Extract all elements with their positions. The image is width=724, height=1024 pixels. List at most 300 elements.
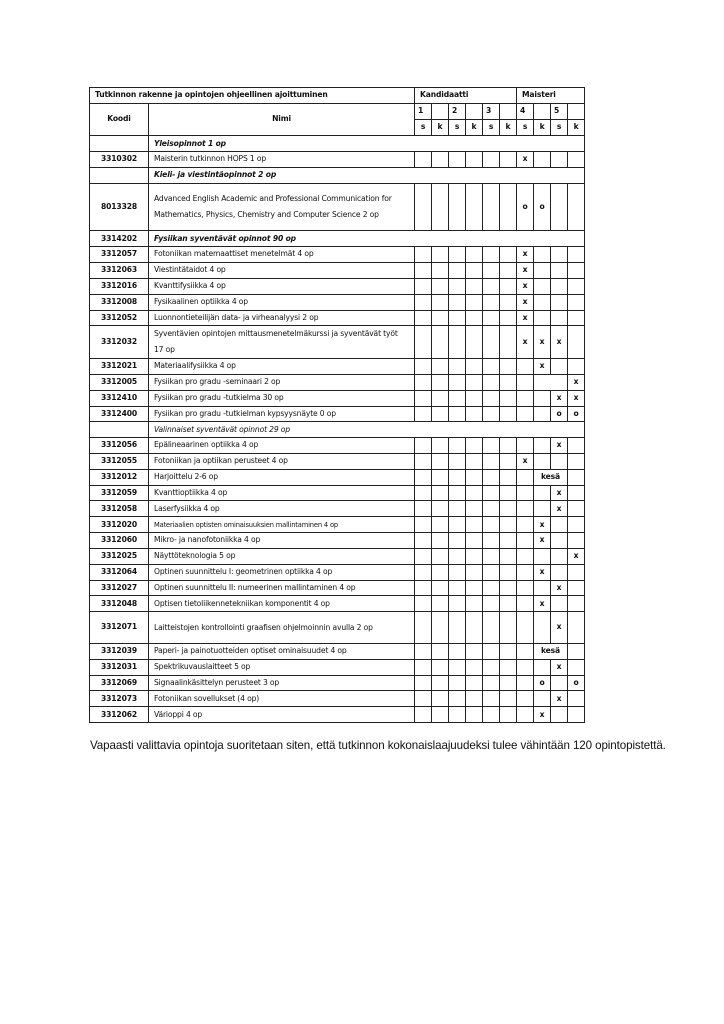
section-row xyxy=(90,168,585,184)
schedule-cell-empty xyxy=(517,707,534,723)
schedule-cell-empty xyxy=(466,675,483,691)
schedule-cell-empty xyxy=(415,278,432,294)
course-name: Fotoniikan sovellukset (4 op) xyxy=(149,691,415,707)
term-header: k xyxy=(432,119,449,136)
course-name: Signaalinkäsittelyn perusteet 3 op xyxy=(149,675,415,691)
schedule-cell-empty xyxy=(449,596,466,612)
schedule-mark: x xyxy=(568,390,585,406)
schedule-cell-empty xyxy=(449,438,466,454)
section-title: Yleisopinnot 1 op xyxy=(149,136,585,152)
schedule-mark: x xyxy=(517,326,534,359)
schedule-cell-empty xyxy=(432,247,449,263)
schedule-cell-empty xyxy=(432,359,449,375)
schedule-cell-empty xyxy=(483,294,500,310)
section-row xyxy=(90,136,585,152)
schedule-cell-empty xyxy=(568,517,585,533)
schedule-cell-empty xyxy=(432,564,449,580)
schedule-cell-empty xyxy=(568,310,585,326)
course-row xyxy=(90,485,585,501)
schedule-mark: x xyxy=(568,548,585,564)
schedule-cell-empty xyxy=(500,612,517,644)
course-row xyxy=(90,183,585,231)
group-kandidaatti: Kandidaatti xyxy=(415,88,517,104)
term-header: k xyxy=(534,119,551,136)
schedule-cell-empty xyxy=(568,564,585,580)
section-title: Valinnaiset syventävät opinnot 29 op xyxy=(149,422,585,438)
schedule-cell-empty xyxy=(551,548,568,564)
schedule-cell-empty xyxy=(466,438,483,454)
course-name: Spektrikuvauslaitteet 5 op xyxy=(149,659,415,675)
schedule-cell-empty xyxy=(483,326,500,359)
schedule-cell-empty xyxy=(415,596,432,612)
schedule-cell-empty xyxy=(568,152,585,168)
schedule-mark: x xyxy=(517,247,534,263)
course-name: Luonnontieteilijän data- ja virheanalyysi 2 op xyxy=(149,310,415,326)
course-name: Epälineaarinen optiikka 4 op xyxy=(149,438,415,454)
course-row xyxy=(90,675,585,691)
schedule-cell-empty xyxy=(568,326,585,359)
schedule-cell-empty xyxy=(466,485,483,501)
schedule-cell-empty xyxy=(534,691,551,707)
schedule-cell-empty xyxy=(466,564,483,580)
schedule-cell-empty xyxy=(517,501,534,517)
schedule-cell-empty xyxy=(483,469,500,485)
schedule-cell-empty xyxy=(415,294,432,310)
schedule-cell-empty xyxy=(517,596,534,612)
schedule-cell-empty xyxy=(568,263,585,279)
course-name: Fotoniikan matemaattiset menetelmät 4 op xyxy=(149,247,415,263)
course-name: Maisterin tutkinnon HOPS 1 op xyxy=(149,152,415,168)
schedule-cell-empty xyxy=(500,485,517,501)
schedule-cell-empty xyxy=(551,152,568,168)
course-row xyxy=(90,326,585,359)
schedule-cell-empty xyxy=(551,183,568,231)
schedule-cell-empty xyxy=(432,691,449,707)
schedule-cell-empty xyxy=(483,675,500,691)
schedule-cell-empty xyxy=(517,580,534,596)
section-row xyxy=(90,231,585,247)
schedule-cell-empty xyxy=(449,485,466,501)
course-code: 3312055 xyxy=(90,454,149,470)
schedule-cell-empty xyxy=(466,247,483,263)
schedule-cell-empty xyxy=(500,596,517,612)
schedule-mark: x xyxy=(534,326,551,359)
table-title: Tutkinnon rakenne ja opintojen ohjeellinen ajoittuminen xyxy=(90,88,415,104)
schedule-cell-empty xyxy=(534,485,551,501)
schedule-cell-empty xyxy=(466,183,483,231)
schedule-mark: x xyxy=(551,659,568,675)
course-code: 3312020 xyxy=(90,517,149,533)
schedule-cell-empty xyxy=(415,564,432,580)
course-name: Fysiikan pro gradu -tutkielman kypsyysnäyte 0 op xyxy=(149,406,415,422)
year-spacer xyxy=(500,103,517,119)
course-code: 3312069 xyxy=(90,675,149,691)
schedule-cell-empty xyxy=(500,548,517,564)
schedule-cell-empty xyxy=(568,183,585,231)
schedule-cell-empty xyxy=(415,659,432,675)
schedule-mark: x xyxy=(517,278,534,294)
term-header: s xyxy=(449,119,466,136)
header-row-years xyxy=(90,103,585,119)
course-name: Materiaalien optisten ominaisuuksien mallintaminen 4 op xyxy=(149,517,415,533)
schedule-cell-empty xyxy=(500,406,517,422)
schedule-cell-empty xyxy=(500,533,517,549)
header-row-title xyxy=(90,88,585,104)
schedule-cell-empty xyxy=(483,485,500,501)
schedule-cell-empty xyxy=(432,707,449,723)
schedule-cell-empty xyxy=(534,454,551,470)
footer-note: Vapaasti valittavia opintoja suoritetaan siten, että tutkinnon kokonaislaajuudeksi tulee vähintään 120 opintopistettä. xyxy=(90,739,666,752)
year-2: 2 xyxy=(449,103,466,119)
course-row xyxy=(90,374,585,390)
year-spacer xyxy=(568,103,585,119)
schedule-cell-empty xyxy=(483,517,500,533)
course-code: 3312058 xyxy=(90,501,149,517)
schedule-cell-empty xyxy=(415,390,432,406)
schedule-cell-empty xyxy=(449,564,466,580)
course-code: 3312025 xyxy=(90,548,149,564)
schedule-cell-empty xyxy=(415,454,432,470)
course-row xyxy=(90,406,585,422)
schedule-cell-empty xyxy=(466,643,483,659)
schedule-cell-empty xyxy=(483,707,500,723)
course-row xyxy=(90,152,585,168)
schedule-cell-empty xyxy=(432,548,449,564)
schedule-cell-empty xyxy=(517,390,534,406)
schedule-cell-empty xyxy=(500,564,517,580)
schedule-cell-empty xyxy=(449,374,466,390)
schedule-cell-empty xyxy=(517,612,534,644)
schedule-cell-empty xyxy=(415,691,432,707)
schedule-cell-empty xyxy=(534,263,551,279)
course-name: Kvanttioptiikka 4 op xyxy=(149,485,415,501)
study-schedule-table xyxy=(89,87,585,723)
schedule-cell-empty xyxy=(432,501,449,517)
schedule-cell-empty xyxy=(432,326,449,359)
schedule-cell-empty xyxy=(449,326,466,359)
schedule-cell-empty xyxy=(432,406,449,422)
schedule-cell-empty xyxy=(483,548,500,564)
schedule-mark: o xyxy=(568,406,585,422)
schedule-cell-empty xyxy=(432,294,449,310)
course-row xyxy=(90,247,585,263)
course-name: Advanced English Academic and Professional Communication for Mathematics, Physics, Chemistry and Computer Science 2 op xyxy=(149,183,415,231)
schedule-cell-empty xyxy=(449,580,466,596)
schedule-mark: x xyxy=(551,612,568,644)
course-row xyxy=(90,564,585,580)
column-header-name: Nimi xyxy=(149,103,415,136)
schedule-cell-empty xyxy=(415,707,432,723)
schedule-cell-empty xyxy=(415,326,432,359)
schedule-cell-empty xyxy=(568,501,585,517)
schedule-cell-empty xyxy=(483,310,500,326)
schedule-cell-empty xyxy=(500,659,517,675)
schedule-cell-empty xyxy=(551,517,568,533)
schedule-mark: x xyxy=(534,533,551,549)
schedule-cell-empty xyxy=(551,310,568,326)
schedule-cell-empty xyxy=(534,501,551,517)
schedule-cell-empty xyxy=(432,152,449,168)
course-row xyxy=(90,533,585,549)
schedule-cell-empty xyxy=(415,183,432,231)
schedule-mark: x xyxy=(517,152,534,168)
schedule-mark: x xyxy=(551,485,568,501)
schedule-cell-empty xyxy=(483,438,500,454)
schedule-cell-empty xyxy=(432,643,449,659)
schedule-cell-empty xyxy=(466,152,483,168)
course-code: 3312021 xyxy=(90,359,149,375)
schedule-cell-empty xyxy=(568,278,585,294)
schedule-cell-empty xyxy=(534,438,551,454)
course-row xyxy=(90,310,585,326)
schedule-cell-empty xyxy=(517,564,534,580)
schedule-cell-empty xyxy=(500,675,517,691)
course-name: Optinen suunnittelu II: numeerinen mallintaminen 4 op xyxy=(149,580,415,596)
schedule-cell-empty xyxy=(534,278,551,294)
schedule-cell-empty xyxy=(415,485,432,501)
schedule-cell-empty xyxy=(500,438,517,454)
schedule-cell-empty xyxy=(466,374,483,390)
course-name: Fysikaalinen optiikka 4 op xyxy=(149,294,415,310)
course-code: 8013328 xyxy=(90,183,149,231)
schedule-cell-empty xyxy=(466,326,483,359)
schedule-cell-empty xyxy=(500,152,517,168)
schedule-cell-empty xyxy=(432,596,449,612)
schedule-cell-empty xyxy=(483,533,500,549)
schedule-cell-empty xyxy=(483,612,500,644)
course-row xyxy=(90,359,585,375)
course-code: 3312071 xyxy=(90,612,149,644)
schedule-cell-empty xyxy=(483,643,500,659)
schedule-cell-empty xyxy=(483,596,500,612)
schedule-cell-empty xyxy=(466,390,483,406)
course-name: Laserfysiikka 4 op xyxy=(149,501,415,517)
course-row xyxy=(90,548,585,564)
course-name: Materiaalifysiikka 4 op xyxy=(149,359,415,375)
schedule-cell-empty xyxy=(500,359,517,375)
schedule-cell-empty xyxy=(449,548,466,564)
course-code xyxy=(90,136,149,152)
course-code: 3312057 xyxy=(90,247,149,263)
schedule-mark: x xyxy=(534,359,551,375)
course-row xyxy=(90,454,585,470)
term-header: s xyxy=(483,119,500,136)
schedule-cell-empty xyxy=(534,152,551,168)
course-code: 3312031 xyxy=(90,659,149,675)
schedule-cell-empty xyxy=(500,691,517,707)
course-code: 3312063 xyxy=(90,263,149,279)
course-name: Laitteistojen kontrollointi graafisen ohjelmoinnin avulla 2 op xyxy=(149,612,415,644)
schedule-cell-empty xyxy=(449,612,466,644)
schedule-cell-empty xyxy=(568,691,585,707)
schedule-cell-empty xyxy=(432,517,449,533)
schedule-cell-empty xyxy=(551,278,568,294)
term-header: s xyxy=(551,119,568,136)
schedule-cell-empty xyxy=(551,707,568,723)
schedule-cell-empty xyxy=(449,278,466,294)
schedule-cell-empty xyxy=(483,659,500,675)
course-row xyxy=(90,659,585,675)
schedule-mark: x xyxy=(551,438,568,454)
schedule-cell-empty xyxy=(415,501,432,517)
schedule-cell-empty xyxy=(500,374,517,390)
schedule-cell-empty xyxy=(534,374,568,390)
course-code: 3312064 xyxy=(90,564,149,580)
course-name: Värioppi 4 op xyxy=(149,707,415,723)
section-title: Fysiikan syventävät opinnot 90 op xyxy=(149,231,585,247)
schedule-cell-empty xyxy=(568,596,585,612)
schedule-cell-empty xyxy=(517,659,534,675)
schedule-cell-empty xyxy=(432,469,449,485)
schedule-cell-empty xyxy=(500,183,517,231)
schedule-cell-empty xyxy=(483,454,500,470)
schedule-cell-empty xyxy=(449,359,466,375)
schedule-cell-empty xyxy=(432,183,449,231)
schedule-cell-empty xyxy=(500,310,517,326)
schedule-cell-empty xyxy=(466,359,483,375)
schedule-cell-empty xyxy=(432,675,449,691)
summer-mark: kesä xyxy=(534,643,568,659)
schedule-cell-empty xyxy=(500,278,517,294)
course-row xyxy=(90,517,585,533)
schedule-cell-empty xyxy=(517,691,534,707)
course-code: 3312410 xyxy=(90,390,149,406)
summer-mark: kesä xyxy=(534,469,568,485)
course-row xyxy=(90,294,585,310)
schedule-cell-empty xyxy=(551,533,568,549)
schedule-cell-empty xyxy=(466,596,483,612)
schedule-cell-empty xyxy=(500,263,517,279)
course-code: 3312060 xyxy=(90,533,149,549)
schedule-cell-empty xyxy=(415,675,432,691)
schedule-cell-empty xyxy=(483,278,500,294)
schedule-cell-empty xyxy=(432,310,449,326)
schedule-mark: x xyxy=(568,374,585,390)
course-code: 3312400 xyxy=(90,406,149,422)
schedule-mark: x xyxy=(551,580,568,596)
course-code xyxy=(90,168,149,184)
schedule-cell-empty xyxy=(432,374,449,390)
schedule-cell-empty xyxy=(449,517,466,533)
schedule-cell-empty xyxy=(415,374,432,390)
year-4: 4 xyxy=(517,103,534,119)
schedule-cell-empty xyxy=(517,643,534,659)
schedule-cell-empty xyxy=(483,374,500,390)
schedule-mark: x xyxy=(534,517,551,533)
schedule-cell-empty xyxy=(483,580,500,596)
schedule-cell-empty xyxy=(568,612,585,644)
schedule-cell-empty xyxy=(466,294,483,310)
schedule-cell-empty xyxy=(517,517,534,533)
schedule-cell-empty xyxy=(483,501,500,517)
schedule-cell-empty xyxy=(568,359,585,375)
schedule-cell-empty xyxy=(551,294,568,310)
schedule-cell-empty xyxy=(500,326,517,359)
schedule-cell-empty xyxy=(483,183,500,231)
schedule-cell-empty xyxy=(449,406,466,422)
section-row xyxy=(90,422,585,438)
course-name: Mikro- ja nanofotoniikka 4 op xyxy=(149,533,415,549)
course-row xyxy=(90,390,585,406)
schedule-mark: x xyxy=(551,691,568,707)
term-header: k xyxy=(466,119,483,136)
schedule-cell-empty xyxy=(568,580,585,596)
schedule-cell-empty xyxy=(449,152,466,168)
schedule-cell-empty xyxy=(568,454,585,470)
schedule-cell-empty xyxy=(466,659,483,675)
schedule-cell-empty xyxy=(466,263,483,279)
schedule-cell-empty xyxy=(483,247,500,263)
schedule-mark: o xyxy=(517,183,534,231)
schedule-cell-empty xyxy=(500,517,517,533)
schedule-cell-empty xyxy=(517,406,534,422)
schedule-cell-empty xyxy=(449,707,466,723)
schedule-cell-empty xyxy=(449,691,466,707)
schedule-cell-empty xyxy=(500,294,517,310)
schedule-mark: x xyxy=(517,454,534,470)
schedule-cell-empty xyxy=(534,390,551,406)
section-title: Kieli- ja viestintäopinnot 2 op xyxy=(149,168,585,184)
schedule-cell-empty xyxy=(466,533,483,549)
schedule-cell-empty xyxy=(483,390,500,406)
schedule-cell-empty xyxy=(449,469,466,485)
schedule-cell-empty xyxy=(449,675,466,691)
schedule-cell-empty xyxy=(568,659,585,675)
schedule-cell-empty xyxy=(568,707,585,723)
schedule-cell-empty xyxy=(483,691,500,707)
schedule-cell-empty xyxy=(432,659,449,675)
schedule-cell-empty xyxy=(500,707,517,723)
course-code: 3312073 xyxy=(90,691,149,707)
schedule-cell-empty xyxy=(415,310,432,326)
schedule-cell-empty xyxy=(500,501,517,517)
course-code: 3312059 xyxy=(90,485,149,501)
schedule-cell-empty xyxy=(432,485,449,501)
course-code: 3312056 xyxy=(90,438,149,454)
schedule-cell-empty xyxy=(449,454,466,470)
schedule-cell-empty xyxy=(568,247,585,263)
schedule-cell-empty xyxy=(449,533,466,549)
schedule-cell-empty xyxy=(568,485,585,501)
schedule-cell-empty xyxy=(466,310,483,326)
course-row xyxy=(90,278,585,294)
course-name: Fysiikan pro gradu -seminaari 2 op xyxy=(149,374,415,390)
schedule-mark: x xyxy=(534,707,551,723)
course-name: Viestintätaidot 4 op xyxy=(149,263,415,279)
schedule-cell-empty xyxy=(517,548,534,564)
schedule-cell-empty xyxy=(432,278,449,294)
schedule-cell-empty xyxy=(534,294,551,310)
schedule-cell-empty xyxy=(466,612,483,644)
schedule-cell-empty xyxy=(568,438,585,454)
term-header: k xyxy=(500,119,517,136)
schedule-cell-empty xyxy=(517,359,534,375)
schedule-cell-empty xyxy=(534,659,551,675)
year-3: 3 xyxy=(483,103,500,119)
course-row xyxy=(90,501,585,517)
schedule-cell-empty xyxy=(415,612,432,644)
schedule-cell-empty xyxy=(415,247,432,263)
schedule-cell-empty xyxy=(568,533,585,549)
course-row xyxy=(90,263,585,279)
schedule-cell-empty xyxy=(483,406,500,422)
schedule-cell-empty xyxy=(534,310,551,326)
schedule-cell-empty xyxy=(466,406,483,422)
course-row xyxy=(90,691,585,707)
schedule-mark: x xyxy=(551,326,568,359)
course-row xyxy=(90,612,585,644)
course-name: Kvanttifysiikka 4 op xyxy=(149,278,415,294)
